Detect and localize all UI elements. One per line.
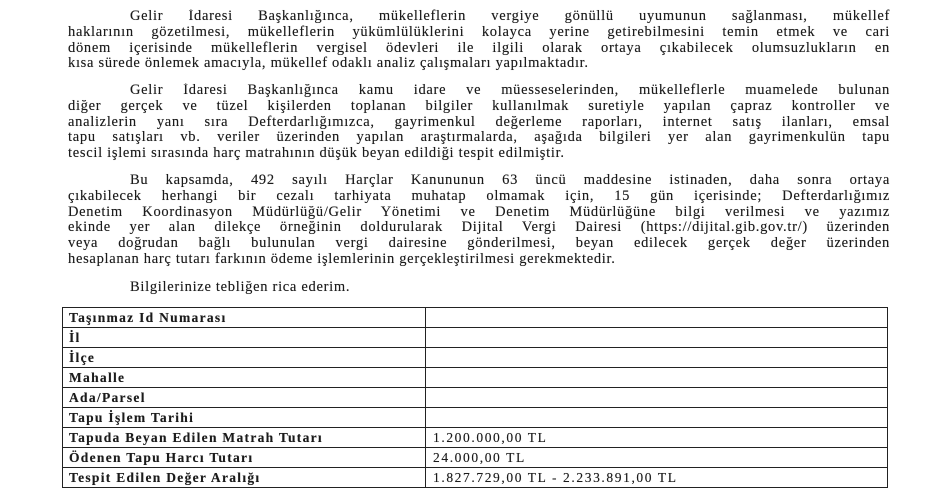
paragraph-line: analizlerin yanı sıra Defterdarlığımızca, gayrimenkul değerleme raporları, internet satış ilanları, emsal	[68, 114, 890, 130]
closing-sentence: Bilgilerinize tebliğen rica ederim.	[130, 280, 351, 295]
row-value: 1.827.729,00 TL - 2.233.891,00 TL	[426, 468, 888, 488]
row-value	[426, 308, 888, 328]
table-row-neighborhood	[63, 368, 888, 388]
paragraph-line: haklarının gözetilmesi, mükelleflerin yükümlülüklerini kolayca yerine getirebilmesini temin etmek ve cari	[68, 24, 890, 40]
paragraph-line: Bu kapsamda, 492 sayılı Harçlar Kanununun 63 üncü maddesine istinaden, daha sonra ortaya	[130, 173, 890, 188]
row-value	[426, 408, 888, 428]
row-label: Tapuda Beyan Edilen Matrah Tutarı	[63, 428, 426, 448]
table-row-paid-fee	[63, 448, 888, 468]
table-row-block-parcel	[63, 388, 888, 408]
paragraph-line: diğer gerçek ve tüzel kişilerden toplanan bilgiler kullanılmak suretiyle yapılan çapraz kontroller ve	[68, 98, 890, 114]
paragraph-analysis-purpose	[68, 9, 890, 72]
paragraph-line: Gelir İdaresi Başkanlığınca kamu idare ve müesseselerinden, mükelleflerle muamelede bulunan	[130, 83, 890, 98]
paragraph-line: kısa sürede önlemek amacıyla, mükellef odaklı analiz çalışmaları yapılmaktadır.	[68, 56, 589, 72]
table-row-district	[63, 348, 888, 368]
paragraph-findings	[68, 83, 890, 162]
paragraph-line: hesaplanan harç tutarı farkının ödeme işlemlerinin gerçekleştirilmesi gerekmektedir.	[68, 251, 616, 267]
row-label: İlçe	[63, 348, 426, 368]
row-value: 24.000,00 TL	[426, 448, 888, 468]
paragraph-line: Gelir İdaresi Başkanlığınca, mükelleflerin vergiye gönüllü uyumunun sağlanması, mükellef	[130, 9, 890, 24]
row-label: Taşınmaz Id Numarası	[63, 308, 426, 328]
row-value: 1.200.000,00 TL	[426, 428, 888, 448]
row-value	[426, 348, 888, 368]
table-row-transaction-date	[63, 408, 888, 428]
row-label: Tapu İşlem Tarihi	[63, 408, 426, 428]
row-value	[426, 368, 888, 388]
table-row-property-id	[63, 308, 888, 328]
table-row-assessed-range	[63, 468, 888, 488]
paragraph-line: çıkabilecek herhangi bir cezalı tarhiyata muhatap olmamak için, 15 gün içerisinde; Defterdarlığımız	[68, 188, 890, 204]
paragraph-required-action	[68, 173, 890, 268]
paragraph-line: tapu satışları vb. veriler üzerinden yapılan araştırmalarda, aşağıda bilgileri yer alan gayrimenkulün tapu	[68, 130, 890, 146]
row-value	[426, 388, 888, 408]
row-label: Ada/Parsel	[63, 388, 426, 408]
property-info-table	[62, 307, 888, 488]
row-label: Ödenen Tapu Harcı Tutarı	[63, 448, 426, 468]
row-value	[426, 328, 888, 348]
paragraph-line: ekinde yer alan dilekçe örneğinin doldurularak Dijital Vergi Dairesi (https://dijital.gib.gov.tr/) üzerinden	[68, 220, 890, 236]
row-label: İl	[63, 328, 426, 348]
row-label: Tespit Edilen Değer Aralığı	[63, 468, 426, 488]
closing-block	[68, 280, 890, 296]
paragraph-line: Denetim Koordinasyon Müdürlüğü/Gelir Yönetimi ve Denetim Müdürlüğüne bilgi verilmesi ve yazımız	[68, 204, 890, 220]
row-label: Mahalle	[63, 368, 426, 388]
paragraph-line: veya doğrudan bağlı bulunulan vergi dairesine gönderilmesi, beyan edilecek gerçek değer üzerinden	[68, 236, 890, 252]
table-row-declared-base	[63, 428, 888, 448]
table-row-province	[63, 328, 888, 348]
paragraph-line: tescil işlemi sırasında harç matrahının düşük beyan edildiği tespit edilmiştir.	[68, 146, 565, 162]
paragraph-line: dönem içerisinde mükelleflerin vergisel ödevleri ile ilgili olarak ortaya çıkabilecek olumsuzlukların en	[68, 40, 890, 56]
